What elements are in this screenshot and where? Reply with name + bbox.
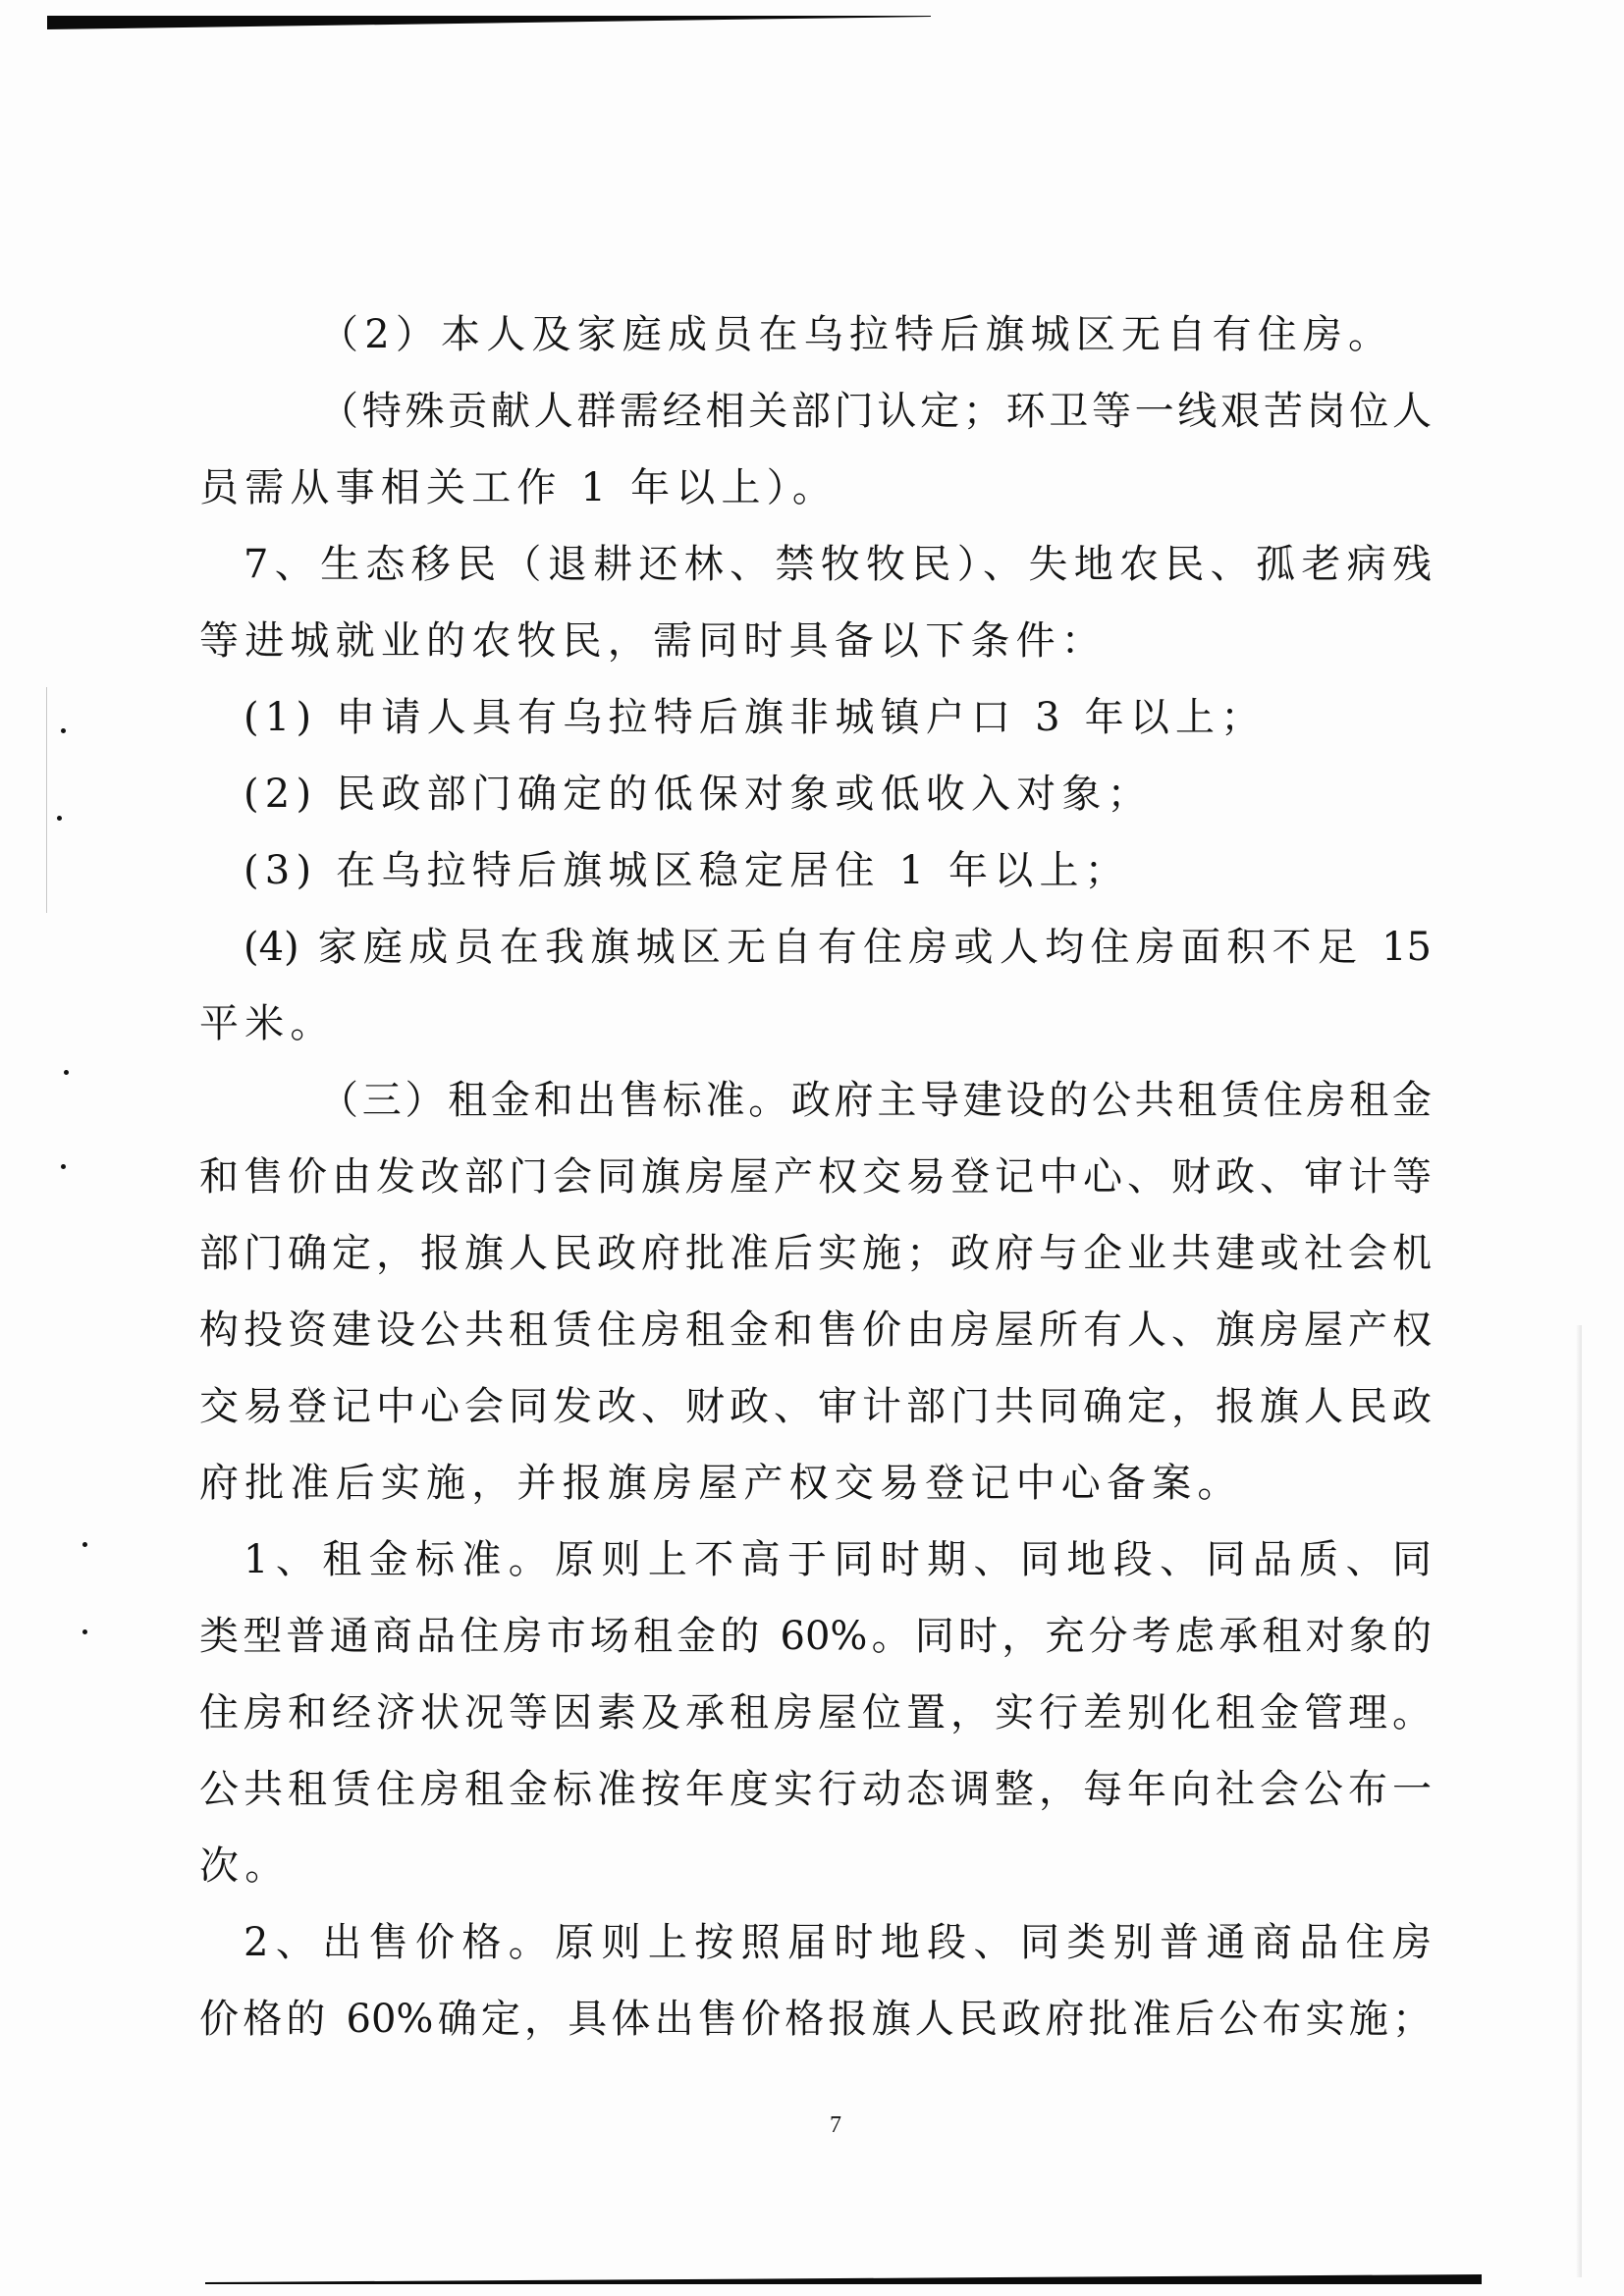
text-line: （特殊贡献人群需经相关部门认定；环卫等一线艰苦岗位人 <box>319 389 1432 434</box>
margin-dot <box>61 728 66 733</box>
margin-dot <box>82 1542 87 1547</box>
margin-dot <box>64 1070 69 1075</box>
margin-dot <box>82 1629 87 1634</box>
text-line: 次。 <box>199 1843 291 1889</box>
scan-right-shade <box>1576 1325 1582 2277</box>
text-line: 员需从事相关工作 1 年以上）。 <box>199 465 839 510</box>
margin-dot <box>57 816 62 821</box>
text-line: 交易登记中心会同发改、财政、审计部门共同确定，报旗人民政 <box>199 1384 1432 1429</box>
scan-shadow-bottom-shape <box>205 2274 1482 2284</box>
text-line: 等进城就业的农牧民，需同时具备以下条件： <box>199 618 1107 664</box>
text-line: (2) 民政部门确定的低保对象或低收入对象； <box>244 772 1153 817</box>
text-line: 2、出售价格。原则上按照届时地段、同类别普通商品住房 <box>244 1920 1432 1965</box>
text-line: 1、租金标准。原则上不高于同时期、同地段、同品质、同 <box>244 1537 1432 1582</box>
text-line: 和售价由发改部门会同旗房屋产权交易登记中心、财政、审计等 <box>199 1154 1432 1200</box>
text-line: 7、生态移民（退耕还林、禁牧牧民）、失地农民、孤老病残 <box>244 542 1432 587</box>
text-line: (3) 在乌拉特后旗城区稳定居住 1 年以上； <box>244 848 1130 893</box>
text-line: 住房和经济状况等因素及承租房屋位置，实行差别化租金管理。 <box>199 1690 1432 1735</box>
text-line: 价格的 60%确定，具体出售价格报旗人民政府批准后公布实施； <box>199 1997 1432 2042</box>
scan-edge-top <box>47 16 931 31</box>
margin-dot <box>61 1164 66 1169</box>
text-line: (1) 申请人具有乌拉特后旗非城镇户口 3 年以上； <box>244 695 1267 740</box>
text-line: (4) 家庭成员在我旗城区无自有住房或人均住房面积不足 15 <box>244 925 1432 970</box>
scan-edge-bottom <box>205 2269 1482 2279</box>
text-line: 类型普通商品住房市场租金的 60%。同时，充分考虑承租对象的 <box>199 1614 1432 1659</box>
scan-shadow-top-shape <box>47 16 931 31</box>
text-line: 公共租赁住房租金标准按年度实行动态调整，每年向社会公布一 <box>199 1767 1432 1812</box>
text-line: 府批准后实施，并报旗房屋产权交易登记中心备案。 <box>199 1461 1243 1506</box>
text-line: 部门确定，报旗人民政府批准后实施；政府与企业共建或社会机 <box>199 1231 1432 1276</box>
scan-left-rule <box>46 687 47 913</box>
page-number: 7 <box>830 2112 841 2138</box>
text-line: （2）本人及家庭成员在乌拉特后旗城区无自有住房。 <box>319 312 1394 357</box>
text-line: （三）租金和出售标准。政府主导建设的公共租赁住房租金 <box>319 1078 1432 1123</box>
text-line: 构投资建设公共租赁住房租金和售价由房屋所有人、旗房屋产权 <box>199 1308 1432 1353</box>
text-line: 平米。 <box>199 1001 336 1046</box>
